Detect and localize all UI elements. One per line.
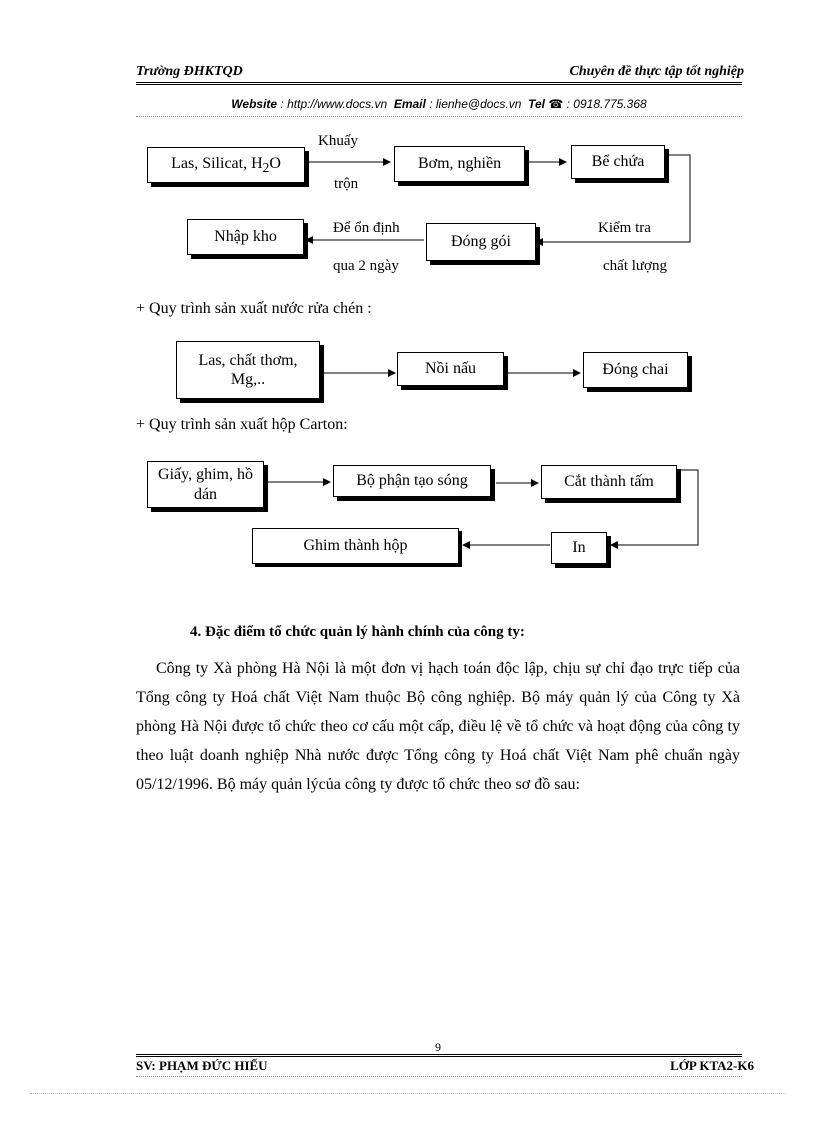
box-giay-ghim: Giấy, ghim, hồ dán	[147, 461, 264, 508]
website-value: : http://www.docs.vn	[280, 97, 388, 111]
box-in: In	[551, 532, 607, 564]
page-number: 9	[435, 1040, 441, 1054]
footer-class: LỚP KTA2-K6	[670, 1058, 754, 1073]
footer-rule	[136, 1054, 742, 1055]
page-bottom-edge	[30, 1093, 786, 1094]
box-las-subscript: 2	[262, 160, 270, 176]
label-chat-luong: chất lượng	[603, 258, 667, 274]
box-bo-phan-tao-song: Bộ phận tạo sóng	[333, 465, 491, 497]
body-paragraph	[136, 654, 740, 799]
box-bom-nghien: Bơm, nghiền	[394, 146, 525, 182]
box-ghim-thanh-hop: Ghim thành hộp	[252, 528, 459, 564]
website-label: Website	[231, 97, 278, 111]
label-khuay: Khuấy	[318, 133, 358, 149]
box-noi-nau: Nồi nấu	[397, 352, 504, 386]
label-kiem-tra: Kiểm tra	[598, 220, 651, 236]
body-paragraph-text: Công ty Xà phòng Hà Nội là một đơn vị hạch toán độc lập, chịu sự chỉ đạo trực tiếp của Tổng công ty Hoá chất Việt Nam thuộc Bộ công nghiệp. Bộ máy quản lý của Công ty Xà phòng Hà Nội được tổ chức theo cơ cấu một cấp, điều lệ về tổ chức và hoạt động của công ty theo luật doanh nghiệp Nhà nước được Tổng công ty Hoá chất Việt Nam phê chuẩn ngày 05/12/1996. Bộ máy quản lýcủa công ty được tổ chức theo sơ đồ sau:	[136, 660, 740, 793]
box-las-text-end: O	[269, 154, 281, 172]
box-cat-thanh-tam: Cắt thành tấm	[541, 465, 677, 499]
box-las-text: Las, Silicat, H	[171, 154, 263, 172]
section-hop-carton-title: + Quy trình sản xuất hộp Carton:	[136, 416, 348, 433]
section-nuoc-rua-chen-title: + Quy trình sản xuất nước rửa chén :	[136, 300, 372, 317]
email-label: Email	[393, 97, 426, 111]
label-tron: trộn	[334, 176, 359, 192]
tel-label: Tel ☎	[528, 97, 564, 111]
box-las-silicat	[147, 147, 305, 183]
footer-rule-2	[136, 1056, 742, 1057]
label-qua-2-ngay: qua 2 ngày	[333, 258, 399, 274]
box-dong-chai: Đóng chai	[583, 352, 688, 388]
box-dong-goi: Đóng gói	[426, 223, 536, 261]
header-school: Trường ĐHKTQD	[136, 64, 243, 79]
label-de-on-dinh: Để ổn định	[333, 220, 400, 236]
footer-dotted-rule	[136, 1076, 742, 1077]
box-be-chua: Bể chứa	[571, 145, 665, 179]
tel-value: : 0918.775.368	[566, 97, 647, 111]
box-las-chat-thom: Las, chất thơm, Mg,..	[176, 341, 320, 399]
email-value: : lienhe@docs.vn	[429, 97, 522, 111]
box-nhap-kho: Nhập kho	[187, 219, 304, 255]
footer-student: SV: PHẠM ĐỨC HIẾU	[136, 1058, 268, 1073]
header-title: Chuyên đề thực tập tốt nghiệp	[569, 64, 744, 79]
section-4-heading: 4. Đặc điểm tổ chức quản lý hành chính của công ty:	[190, 624, 525, 640]
